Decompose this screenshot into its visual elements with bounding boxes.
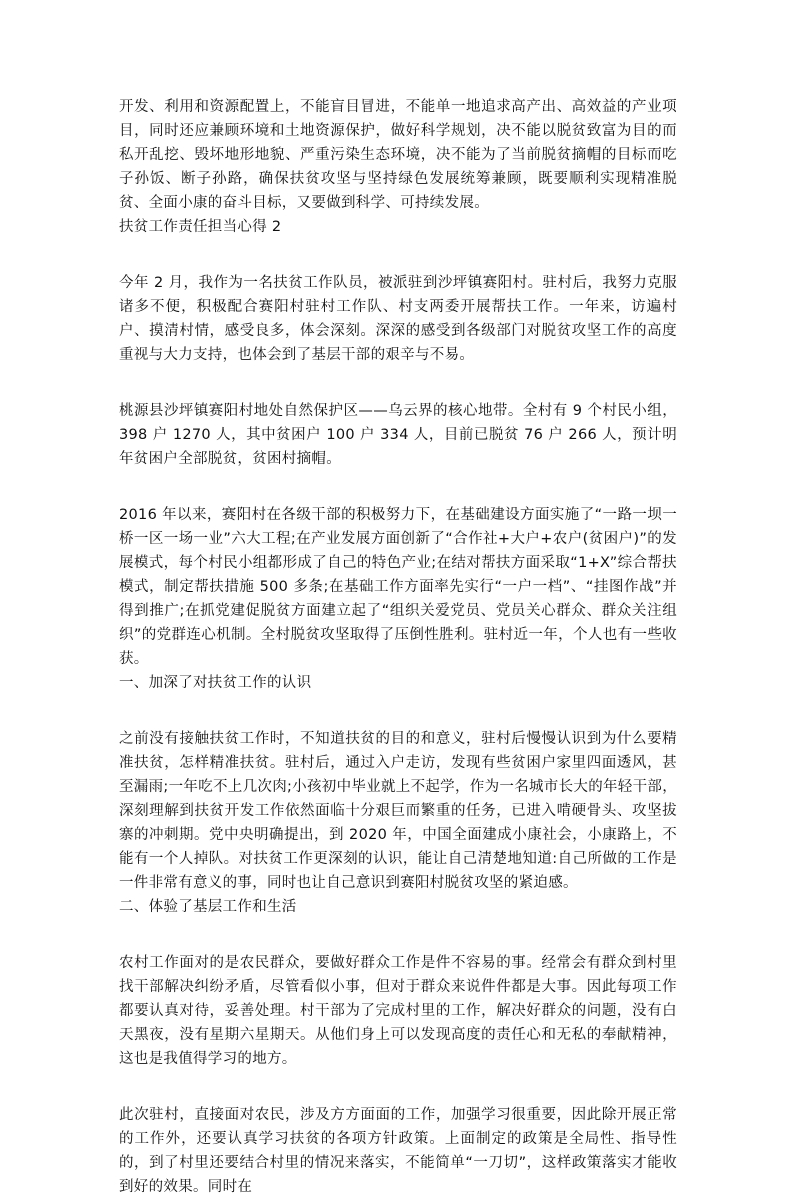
paragraph-village-profile: 桃源县沙坪镇赛阳村地处自然保护区——乌云界的核心地带。全村有 9 个村民小组，398 户 1270 人，其中贫困户 100 户 334 人，目前已脱贫 76 户 266 人，预计明年贫困户全部脱贫，贫困村摘帽。 <box>119 403 677 467</box>
paragraph-achievements: 2016 年以来，赛阳村在各级干部的积极努力下，在基础建设方面实施了“一路一坝一桥一区一场一业”六大工程;在产业发展方面创新了“合作社+大户+农户(贫困户)”的发展模式，每个村民小组都形成了自己的特色产业;在结对帮扶方面采取“1+X”综合帮扶模式，制定帮扶措施 500 多条;在基础工作方面率先实行“一户一档”、“挂图作战”并得到推广;在抓党建促脱贫方面建立起了“组织关爱党员、党员关心群众、群众关注组织”的党群连心机制。全村脱贫攻坚取得了压倒性胜利。驻村近一年，个人也有一些收获。 <box>119 507 677 667</box>
section-title: 扶贫工作责任担当心得 2 <box>119 219 282 235</box>
paragraph-grassroots-work: 农村工作面对的是农民群众，要做好群众工作是件不容易的事。经常会有群众到村里找干部解决纠纷矛盾，尽管看似小事，但对于群众来说件件都是大事。因此每项工作都要认真对待，妥善处理。村干部为了完成村里的工作，解决好群众的问题，没有白天黑夜，没有星期六星期天。从他们身上可以发现高度的责任心和无私的奉献精神，这也是我值得学习的地方。 <box>119 955 677 1067</box>
heading-grassroots: 二、体验了基层工作和生活 <box>119 899 297 915</box>
paragraph-intro: 开发、利用和资源配置上，不能盲目冒进，不能单一地追求高产出、高效益的产业项目，同时还应兼顾环境和土地资源保护，做好科学规划，决不能以脱贫致富为目的而私开乱挖、毁坏地形地貌、严重污染生态环境，决不能为了当前脱贫摘帽的目标而吃子孙饭、断子孙路，确保扶贫攻坚与坚持绿色发展统筹兼顾，既要顺利实现精准脱贫、全面小康的奋斗目标，又要做到科学、可持续发展。 <box>119 99 677 211</box>
document-page <box>119 95 677 1199</box>
paragraph-policy-study: 此次驻村，直接面对农民，涉及方方面面的工作，加强学习很重要，因此除开展正常的工作外，还要认真学习扶贫的各项方针政策。上面制定的政策是全局性、指导性的，到了村里还要结合村里的情况来落实，不能简单“一刀切”，这样政策落实才能收到好的效果。同时在 <box>119 1107 677 1195</box>
heading-understanding: 一、加深了对扶贫工作的认识 <box>119 675 312 691</box>
paragraph-assignment: 今年 2 月，我作为一名扶贫工作队员，被派驻到沙坪镇赛阳村。驻村后，我努力克服诸多不便，积极配合赛阳村驻村工作队、村支两委开展帮扶工作。一年来，访遍村户、摸清村情，感受良多，体会深刻。深深的感受到各级部门对脱贫攻坚工作的高度重视与大力支持，也体会到了基层干部的艰辛与不易。 <box>119 275 677 363</box>
paragraph-understanding: 之前没有接触扶贫工作时，不知道扶贫的目的和意义，驻村后慢慢认识到为什么要精准扶贫，怎样精准扶贫。驻村后，通过入户走访，发现有些贫困户家里四面透风，甚至漏雨;一年吃不上几次肉;小孩初中毕业就上不起学，作为一名城市长大的年轻干部，深刻理解到扶贫开发工作依然面临十分艰巨而繁重的任务，已进入啃硬骨头、攻坚拔寨的冲刺期。党中央明确提出，到 2020 年，中国全面建成小康社会，小康路上，不能有一个人掉队。对扶贫工作更深刻的认识，能让自己清楚地知道:自己所做的工作是一件非常有意义的事，同时也让自己意识到赛阳村脱贫攻坚的紧迫感。 <box>119 731 677 891</box>
